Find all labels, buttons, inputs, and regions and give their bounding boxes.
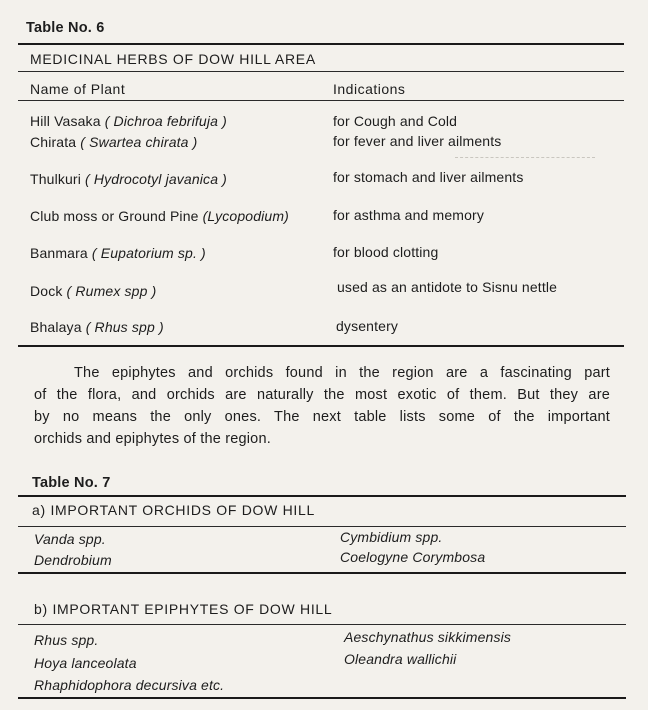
- plant-scientific-name: (Lycopodium): [202, 208, 289, 224]
- table-6-bottom-rule: [18, 345, 624, 347]
- list-item: Coelogyne Corymbosa: [340, 549, 486, 565]
- column-header-plant: Name of Plant: [30, 81, 126, 97]
- plant-indication: used as an antidote to Sisnu nettle: [337, 279, 558, 295]
- table-row: [30, 113, 227, 129]
- table-row: [30, 171, 227, 187]
- table-7-number: Table No. 7: [32, 475, 111, 491]
- orchids-heading-rule: [18, 526, 626, 527]
- plant-name: Chirata: [30, 134, 77, 150]
- table-row: [30, 319, 164, 335]
- body-paragraph: [34, 362, 610, 450]
- table-row: [30, 208, 289, 224]
- table-7-top-rule: [18, 495, 626, 497]
- plant-scientific-name: ( Dichroa febrifuja ): [104, 113, 227, 129]
- list-item: Hoya lanceolata: [34, 655, 137, 671]
- list-item: Dendrobium: [34, 552, 112, 568]
- plant-name: Hill Vasaka: [30, 113, 101, 129]
- epiphytes-heading: b) IMPORTANT EPIPHYTES OF DOW HILL: [34, 601, 333, 617]
- scan-smudge: [455, 157, 595, 158]
- orchids-heading: a) IMPORTANT ORCHIDS OF DOW HILL: [32, 502, 315, 518]
- table-6-title: MEDICINAL HERBS OF DOW HILL AREA: [30, 51, 316, 67]
- plant-scientific-name: ( Rumex spp ): [66, 283, 157, 299]
- plant-name: Club moss or Ground Pine: [30, 208, 199, 224]
- plant-indication: for blood clotting: [333, 244, 439, 260]
- list-item: Vanda spp.: [34, 531, 106, 547]
- paragraph-line: orchids and epiphytes of the region.: [34, 431, 271, 447]
- plant-indication: for fever and liver ailments: [333, 133, 502, 149]
- list-item: Rhaphidophora decursiva etc.: [34, 677, 225, 693]
- plant-scientific-name: ( Hydrocotyl javanica ): [85, 171, 227, 187]
- paragraph-line: of the flora, and orchids are naturally the most exotic of them. But they are: [34, 387, 610, 403]
- plant-scientific-name: ( Swartea chirata ): [80, 134, 198, 150]
- list-item: Cymbidium spp.: [340, 529, 443, 545]
- table-7-bottom-rule: [18, 697, 626, 699]
- plant-indication: for asthma and memory: [333, 207, 484, 223]
- table-6-title-rule: [18, 71, 624, 72]
- plant-name: Dock: [30, 283, 63, 299]
- plant-scientific-name: ( Rhus spp ): [85, 319, 164, 335]
- paragraph-line: The epiphytes and orchids found in the region are a fascinating part: [74, 365, 610, 381]
- plant-indication: for Cough and Cold: [333, 113, 458, 129]
- plant-scientific-name: ( Eupatorium sp. ): [91, 245, 206, 261]
- table-6-top-rule: [18, 43, 624, 45]
- plant-indication: dysentery: [336, 318, 399, 334]
- plant-name: Banmara: [30, 245, 88, 261]
- table-row: [30, 134, 197, 150]
- epiphytes-heading-rule: [18, 624, 626, 625]
- plant-indication: for stomach and liver ailments: [333, 169, 524, 185]
- table-6-number: Table No. 6: [26, 20, 105, 36]
- paragraph-line: by no means the only ones. The next table lists some of the important: [34, 409, 610, 425]
- orchids-bottom-rule: [18, 572, 626, 574]
- table-6-header-rule: [18, 100, 624, 101]
- list-item: Rhus spp.: [34, 632, 99, 648]
- column-header-indications: Indications: [333, 81, 406, 97]
- table-row: [30, 283, 156, 299]
- plant-name: Bhalaya: [30, 319, 82, 335]
- list-item: Aeschynathus sikkimensis: [344, 629, 511, 645]
- list-item: Oleandra wallichii: [344, 651, 457, 667]
- plant-name: Thulkuri: [30, 171, 81, 187]
- table-row: [30, 245, 206, 261]
